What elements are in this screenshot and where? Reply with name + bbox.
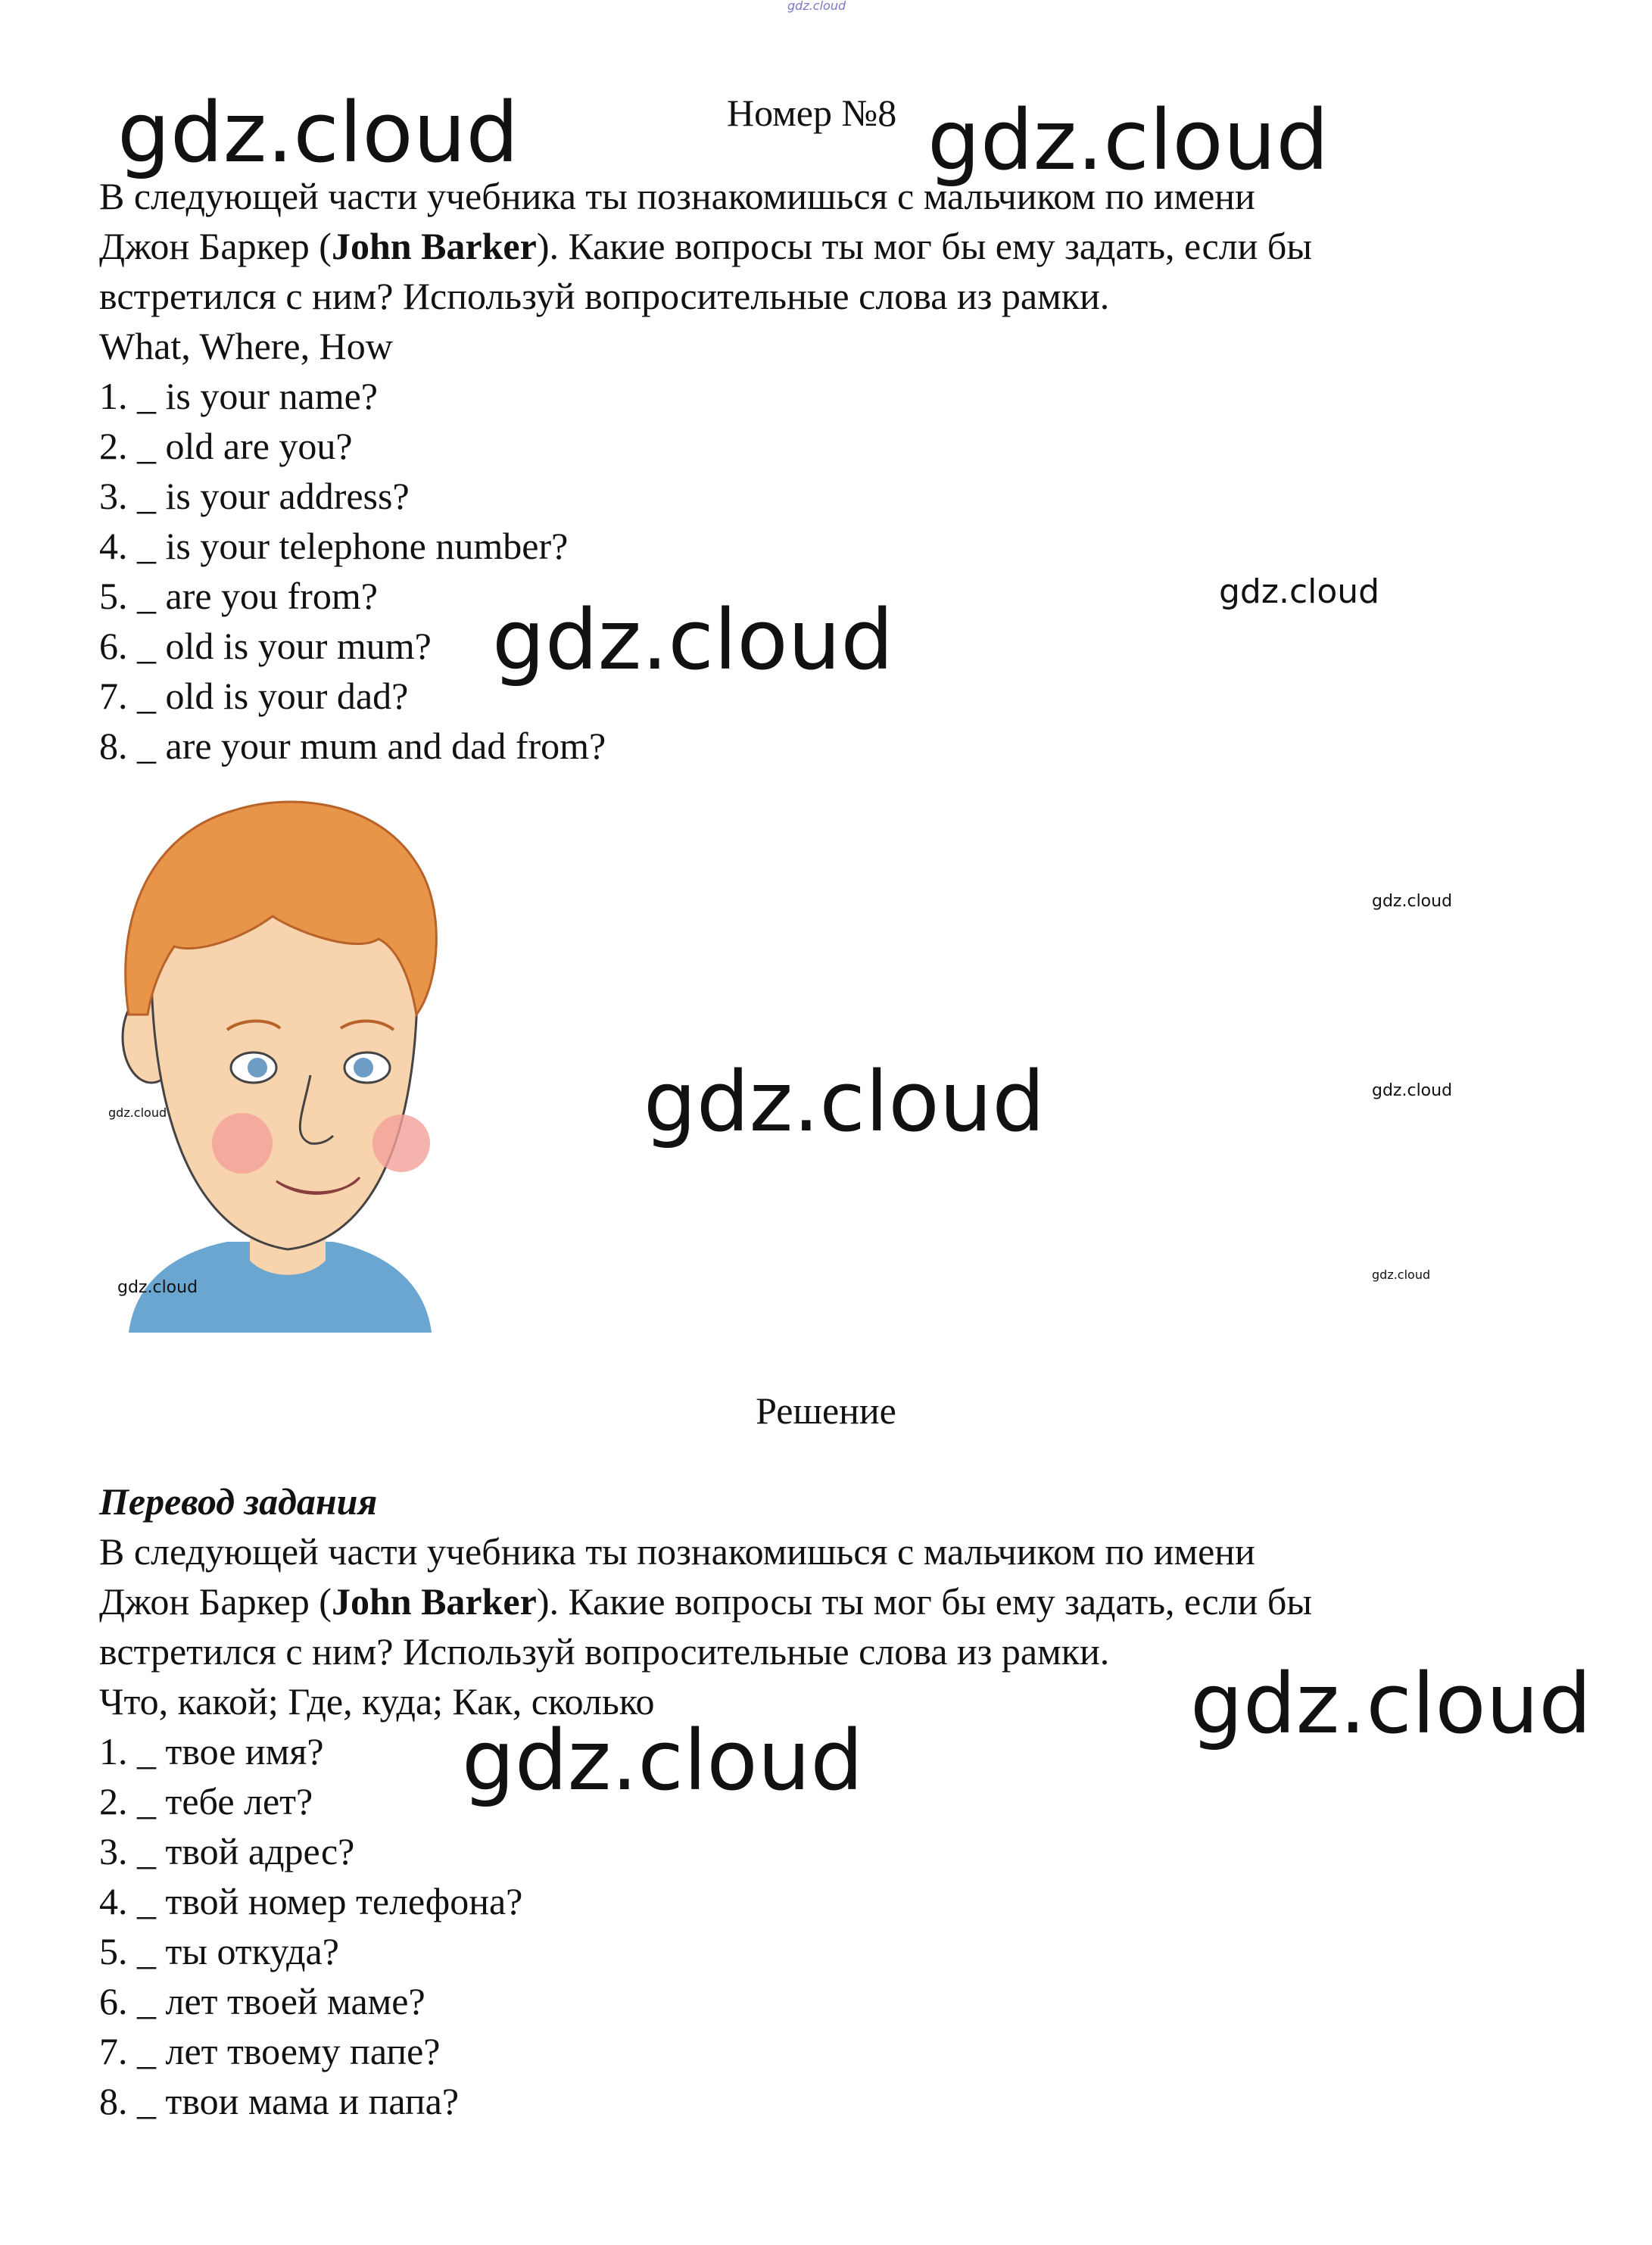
solution-question: 5. _ ты откуда? (99, 1930, 339, 1972)
task-paragraph-line-2: Джон Баркер (John Barker). Какие вопросы ты мог бы ему задать, если бы (99, 225, 1312, 267)
solution-paragraph-line-3: встретился с ним? Используй вопросительные слова из рамки. (99, 1630, 1110, 1673)
solution-name-bold: John Barker (331, 1580, 537, 1623)
page-number-title: Номер №8 (727, 92, 897, 134)
watermark: gdz.cloud (462, 1712, 864, 1809)
left-cheek-shape (212, 1113, 273, 1174)
watermark: gdz.cloud (1219, 572, 1380, 611)
task-paragraph-line-1: В следующей части учебника ты познакомишься с мальчиком по имени (99, 175, 1255, 217)
solution-question: 2. _ тебе лет? (99, 1780, 313, 1823)
solution-question: 6. _ лет твоей маме? (99, 1980, 425, 2022)
watermark: gdz.cloud (644, 1053, 1046, 1150)
task-question: 6. _ old is your mum? (99, 625, 432, 667)
translation-heading: Перевод задания (99, 1480, 378, 1523)
task-question: 3. _ is your address? (99, 475, 410, 517)
task-word-box: What, Where, How (99, 325, 393, 367)
solution-question: 1. _ твое имя? (99, 1730, 324, 1773)
task-paragraph-line-3: встретился с ним? Используй вопросительные слова из рамки. (99, 275, 1110, 317)
watermark: gdz.cloud (1372, 1267, 1431, 1282)
solution-paragraph-line-1: В следующей части учебника ты познакомишься с мальчиком по имени (99, 1530, 1255, 1573)
solution-question: 8. _ твои мама и папа? (99, 2080, 460, 2122)
watermark: gdz.cloud (117, 84, 519, 181)
solution-word-box: Что, какой; Где, куда; Как, сколько (99, 1680, 655, 1723)
task-question: 5. _ are you from? (99, 575, 378, 617)
right-cheek-shape (372, 1115, 430, 1172)
solution-question: 3. _ твой адрес? (99, 1830, 355, 1872)
right-iris-shape (354, 1058, 373, 1077)
watermark: gdz.cloud (927, 92, 1329, 189)
task-name-bold: John Barker (331, 225, 537, 267)
boy-portrait-illustration (106, 787, 454, 1333)
task-question: 7. _ old is your dad? (99, 675, 409, 717)
solution-paragraph-line-2: Джон Баркер (John Barker). Какие вопросы ты мог бы ему задать, если бы (99, 1580, 1312, 1623)
task-question: 8. _ are your mum and dad from? (99, 725, 606, 767)
watermark: gdz.cloud (108, 1105, 167, 1120)
watermark: gdz.cloud (492, 591, 894, 688)
task-question: 4. _ is your telephone number? (99, 525, 569, 567)
left-iris-shape (248, 1058, 267, 1077)
solution-title: Решение (756, 1389, 896, 1432)
task-question: 2. _ old are you? (99, 425, 353, 467)
watermark: gdz.cloud (117, 1278, 198, 1297)
watermark: gdz.cloud (1372, 1081, 1453, 1100)
solution-question: 4. _ твой номер телефона? (99, 1880, 523, 1922)
solution-question: 7. _ лет твоему папе? (99, 2030, 441, 2072)
watermark: gdz.cloud (1190, 1655, 1592, 1752)
watermark-top: gdz.cloud (787, 0, 846, 13)
watermark: gdz.cloud (1372, 892, 1453, 911)
task-question: 1. _ is your name? (99, 375, 378, 417)
